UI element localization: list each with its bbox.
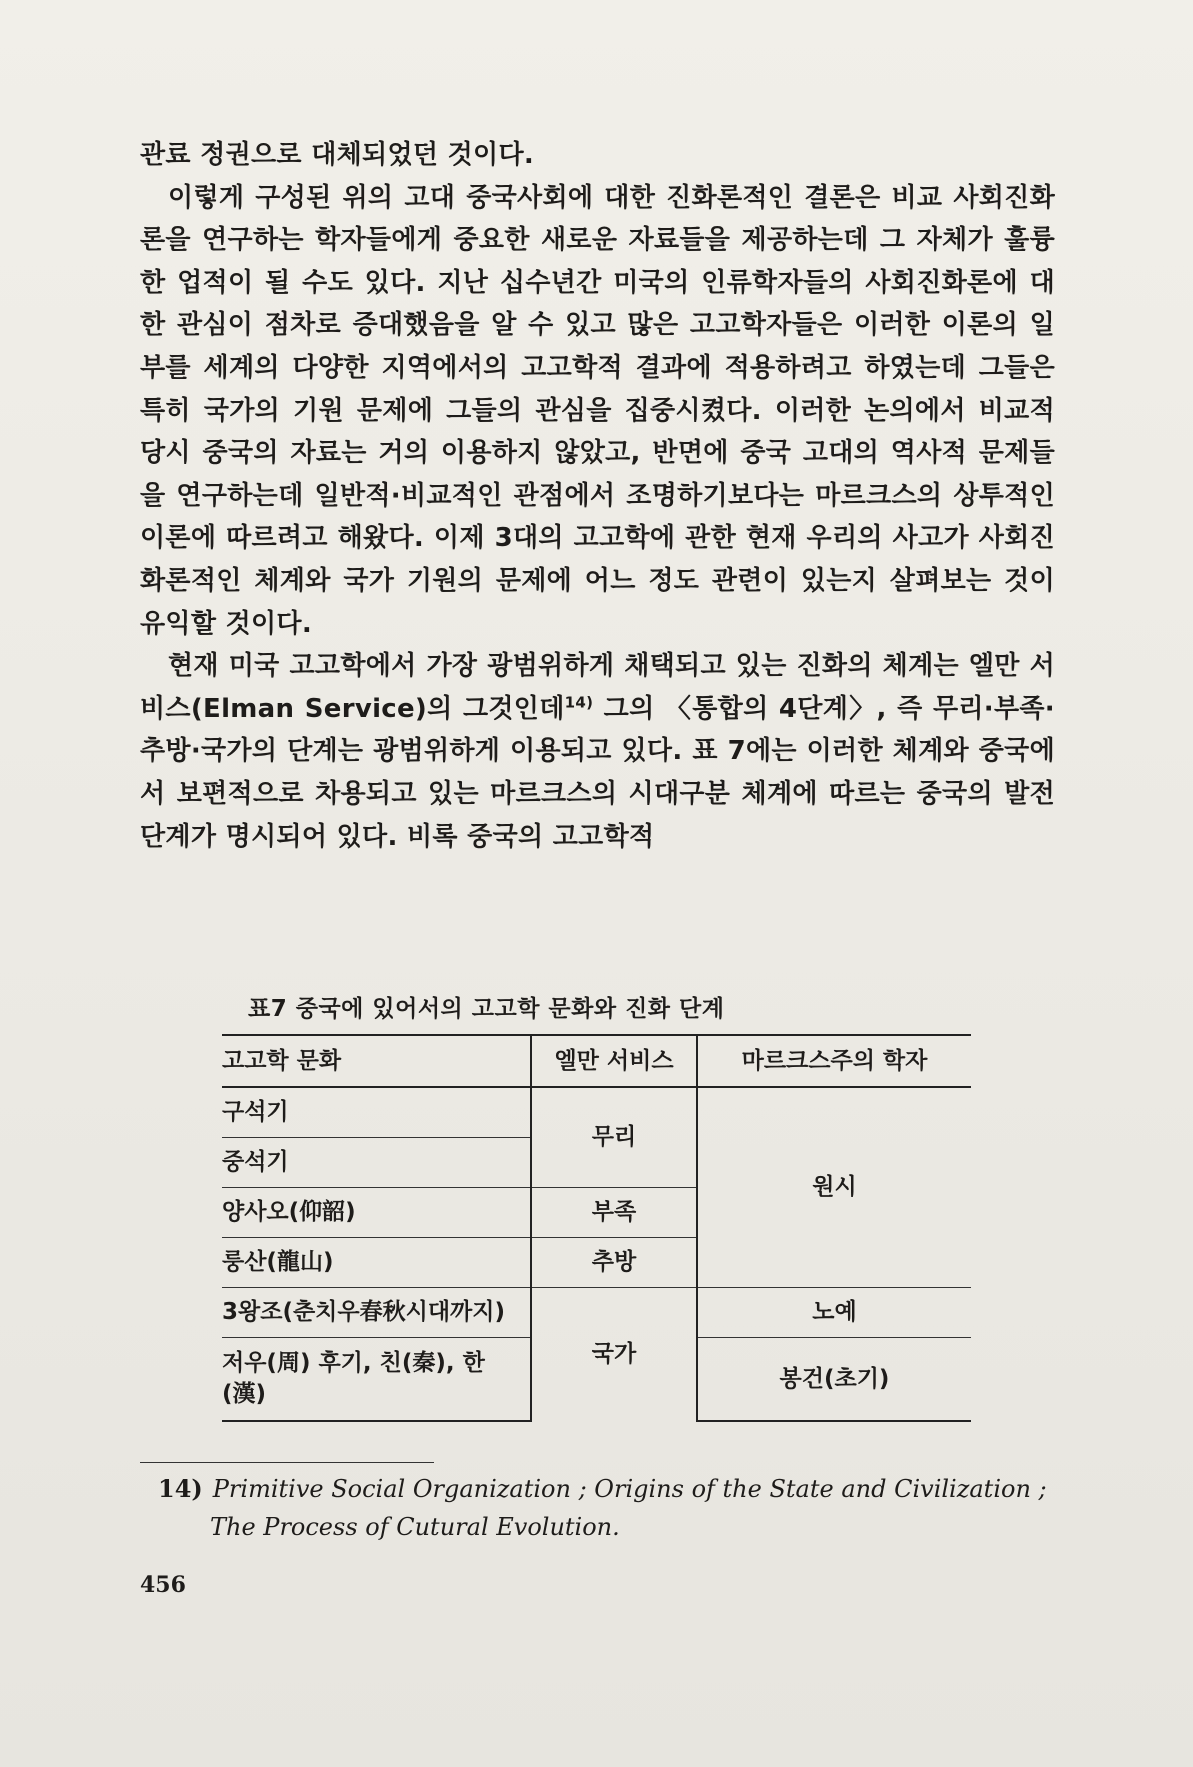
- culture-cell: 저우(周) 후기, 친(秦), 한(漢): [222, 1338, 531, 1422]
- stages-table: [222, 1034, 971, 1422]
- table-row: [222, 1288, 971, 1338]
- paragraph-3: [140, 645, 1055, 858]
- header-service: 엘만 서비스: [531, 1035, 697, 1087]
- marxist-cell: 노예: [697, 1288, 971, 1338]
- paragraph-1: 관료 정권으로 대체되었던 것이다.: [140, 140, 535, 170]
- footnote-titles: Primitive Social Organization ; Origins of the State and Civilization ;: [212, 1475, 1047, 1503]
- header-culture: 고고학 문화: [222, 1035, 531, 1087]
- paragraph-2: 이렇게 구성된 위의 고대 중국사회에 대한 진화론적인 결론은 비교 사회진화론을 연구하는 학자들에게 중요한 새로운 자료들을 제공하는데 그 자체가 훌륭한 업적이 될 수도 있다. 지난 십수년간 미국의 인류학자들의 사회진화론에 대한 관심이 점차로 증대했음을 알 수 있고 많은 고고학자들은 이러한 이론의 일부를 세계의 다양한 지역에서의 고고학적 결과에 적용하려고 하였는데 그들은 특히 국가의 기원 문제에 그들의 관심을 집중시켰다. 이러한 논의에서 비교적 당시 중국의 자료는 거의 이용하지 않았고, 반면에 중국 고대의 역사적 문제들을 연구하는데 일반적·비교적인 관점에서 조명하기보다는 마르크스의 상투적인 이론에 따르려고 해왔다. 이제 3대의 고고학에 관한 현재 우리의 사고가 사회진화론적인 체계와 국가 기원의 문제에 어느 정도 관련이 있는지 살펴보는 것이 유익할 것이다.: [140, 182, 1055, 639]
- culture-cell: 중석기: [222, 1138, 531, 1188]
- table-header-row: [222, 1035, 971, 1087]
- paragraph-3-end: 그의 〈통합의 4단계〉, 즉 무리·부족·추방·국가의 단계는 광범위하게 이용되고 있다. 표 7에는 이러한 체계와 중국에서 보편적으로 차용되고 있는 마르크스의 시대구분 체계에 따르는 중국의 발전단계가 명시되어 있다. 비록 중국의 고고학적: [140, 693, 1055, 852]
- body-text: [140, 134, 1055, 858]
- footnote-divider: [140, 1462, 434, 1463]
- service-cell: 추방: [531, 1238, 697, 1288]
- marxist-cell: 원시: [697, 1087, 971, 1288]
- service-cell: 국가: [531, 1288, 697, 1422]
- paragraph-3-start: 현재 미국 고고학에서 가장 광범위하게 채택되고 있는 진화의 체계는 엘만 서비스(Elman Service)의 그것인데: [140, 651, 1055, 724]
- culture-cell: 룽산(龍山): [222, 1238, 531, 1288]
- table-caption: 표7 중국에 있어서의 고고학 문화와 진화 단계: [248, 996, 725, 1022]
- page-number: 456: [140, 1572, 186, 1598]
- footnote-number: 14): [158, 1474, 203, 1503]
- service-cell: 부족: [531, 1188, 697, 1238]
- footnote-line-1: [158, 1470, 1058, 1508]
- service-cell: 무리: [531, 1087, 697, 1188]
- culture-cell: 3왕조(춘치우春秋시대까지): [222, 1288, 531, 1338]
- header-marxist: 마르크스주의 학자: [697, 1035, 971, 1087]
- table-row: [222, 1087, 971, 1138]
- footnote-line-2: The Process of Cutural Evolution.: [210, 1513, 620, 1541]
- culture-cell: 양사오(仰韶): [222, 1188, 531, 1238]
- culture-cell: 구석기: [222, 1087, 531, 1138]
- marxist-cell: 봉건(초기): [697, 1338, 971, 1422]
- footnote-reference[interactable]: 14): [564, 693, 594, 712]
- footnote: [158, 1470, 1058, 1546]
